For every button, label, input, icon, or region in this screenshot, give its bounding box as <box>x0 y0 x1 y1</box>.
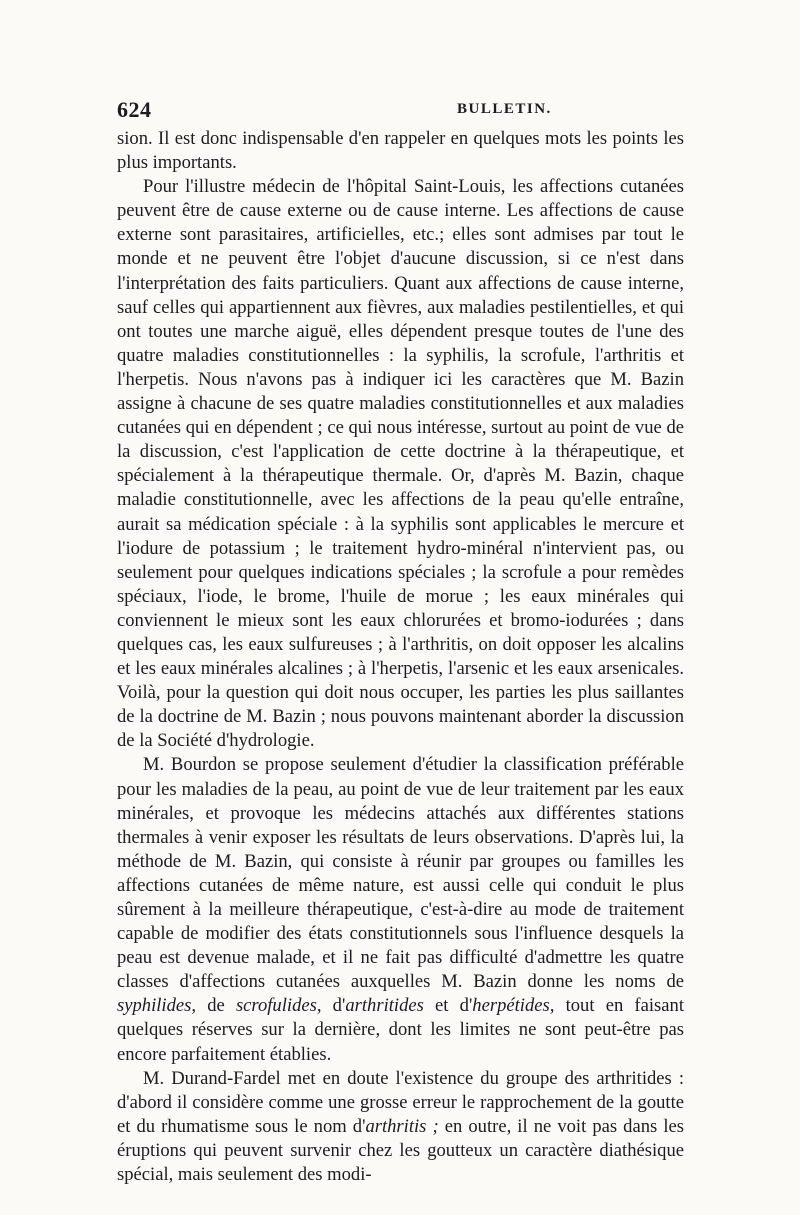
running-title: BULLETIN. <box>457 101 552 117</box>
paragraph <box>117 753 684 1066</box>
text-run: sion. Il est donc indispensable d'en rappeler en quelques mots les points les plus importants. <box>117 128 684 174</box>
text-run: en outre, il ne voit pas dans les éruptions qui peuvent survenir chez les goutteux un caractère diathésique spécial, mais seulement des modi- <box>117 1115 684 1186</box>
text-run: Pour l'illustre médecin de l'hôpital Saint-Louis, les affections cutanées peuvent être de cause externe ou de cause interne. Les affections de cause externe sont parasitaires, artificielles, etc.; elles sont admises par tout le monde et ne peuvent être l'objet d'aucune discussion, si ce n'est dans l'interprétation des faits particuliers. Quant aux affections de cause interne, sauf celles qui appartiennent aux fièvres, aux maladies pestilentielles, et qui ont toutes une marche aiguë, elles dépendent presque toutes de l'une des quatre maladies constitutionnelles : la syphilis, la scrofule, l'arthritis et l'herpetis. Nous n'avons pas à indiquer ici les caractères que M. Bazin assigne à chacune de ses quatre maladies constitutionnelles et aux maladies cutanées qui en dépendent ; ce qui nous intéresse, surtout au point de vue de la discussion, c'est l'application de cette doctrine à la thérapeutique, et spécialement à la thérapeutique thermale. Or, d'après M. Bazin, chaque maladie constitutionnelle, avec les affections de la peau qu'elle entraîne, aurait sa médication spéciale : à la syphilis sont applicables le mercure et l'iodure de potassium ; le traitement hydro-minéral n'intervient pas, ou seulement pour quelques indications spéciales ; la scrofule a pour remèdes spéciaux, l'iode, le brome, l'huile de morue ; les eaux minérales qui conviennent le mieux sont les eaux chlorurées et bromo-iodurées ; dans quelques cas, les eaux sulfureuses ; à l'arthritis, on doit opposer les alcalins et les eaux minérales alcalines ; à l'herpetis, l'arsenic et les eaux arsenicales. Voilà, pour la question qui doit nous occuper, les parties les plus saillantes de la doctrine de M. Bazin ; nous pouvons maintenant aborder la discussion de la Société d'hydrologie. <box>117 176 684 752</box>
page-number: 624 <box>117 97 152 122</box>
italic-term: syphilides, <box>117 995 197 1017</box>
italic-term: herpétides, <box>472 995 555 1017</box>
body-text <box>117 127 684 1187</box>
text-run: et d' <box>423 995 473 1017</box>
paragraph <box>117 127 684 175</box>
page-header <box>117 97 687 123</box>
text-run: d' <box>321 995 346 1017</box>
italic-term: scrofulides, <box>235 995 322 1017</box>
text-run: de <box>196 995 236 1017</box>
text-run: tout en faisant quelques réserves sur la dernière, dont les limites ne sont peut-être pas encore parfaitement établies. <box>117 995 684 1065</box>
paragraph <box>117 1067 684 1187</box>
italic-term: arthritis ; <box>365 1115 439 1137</box>
text-run: M. Durand-Fardel met en doute l'existence du groupe des arthritides : d'abord il considère comme une grosse erreur le rapprochement de la goutte et du rhumatisme sous le nom d' <box>117 1067 684 1137</box>
paragraph <box>117 175 684 753</box>
text-run: M. Bourdon se propose seulement d'étudier la classification préférable pour les maladies de la peau, au point de vue de leur traitement par les eaux minérales, et provoque les médecins attachés aux différentes stations thermales à venir exposer les résultats de leurs observations. D'après lui, la méthode de M. Bazin, qui consiste à réunir par groupes ou familles les affections cutanées de même nature, est aussi celle qui conduit le plus sûrement à la meilleure thérapeutique, c'est-à-dire au mode de traitement capable de modifier des états constitutionnels sous l'influence desquels la peau est devenue malade, et il ne fait pas difficulté d'admettre les quatre classes d'affections cutanées auxquelles M. Bazin donne les noms de <box>117 754 684 993</box>
italic-term: arthritides <box>345 995 424 1017</box>
